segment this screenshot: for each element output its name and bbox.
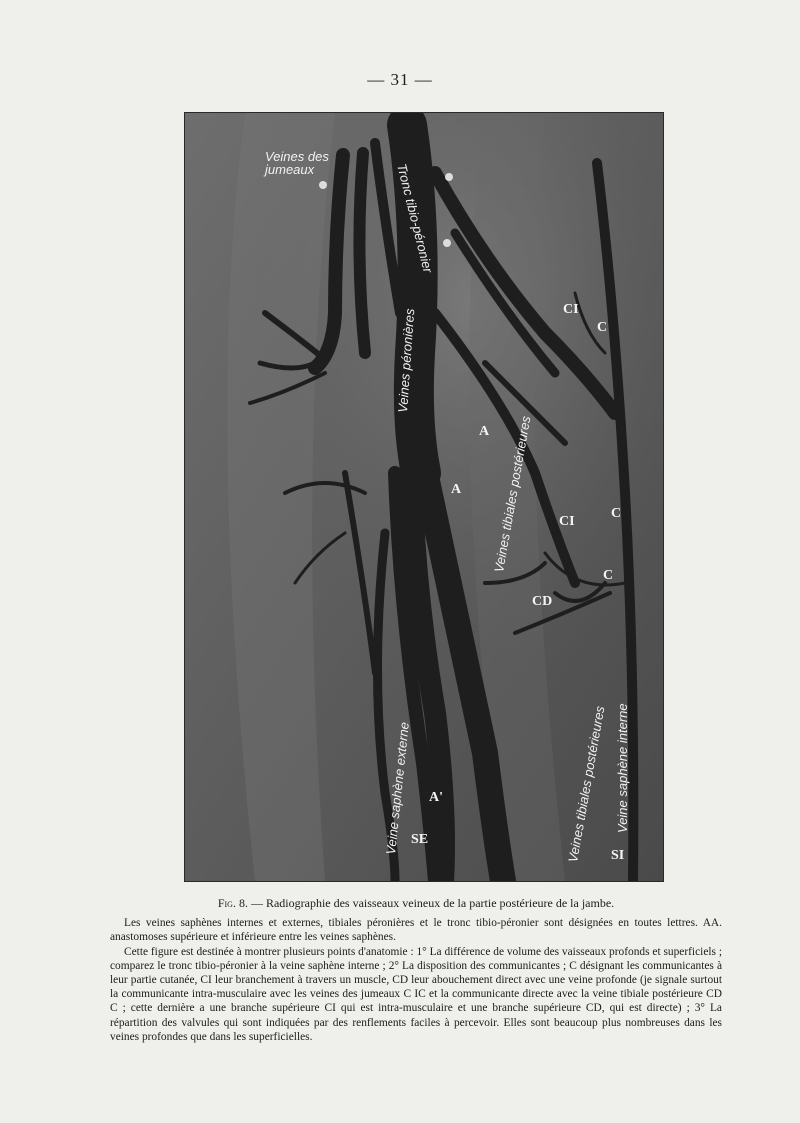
- label-tibiales-posterieures-1: Veines tibiales postérieures: [491, 414, 534, 574]
- label-c-mid: C: [611, 506, 622, 521]
- label-a-2: A: [479, 424, 490, 439]
- radiograph-image: [185, 113, 663, 881]
- label-ci-top: CI: [563, 302, 579, 317]
- label-tronc: Tronc tibio-péronier: [394, 162, 436, 275]
- label-c-low: C: [603, 568, 614, 583]
- label-ci-mid: CI: [559, 514, 575, 529]
- caption-paragraph-2: Cette figure est destinée à montrer plusieurs points d'anatomie : 1° La différence de volume des vaisseaux profonds et superficiels ; comparez le tronc tibio-péronier à la veine saphène interne ; 2° La disposition des communicantes ; C désignant les communicantes à leur partie cutanée, CI leur branchement à travers un muscle, CD leur abouchement direct avec une veine profonde (je signale surtout la communicante intra-musculaire avec les veines des jumeaux C IC et la communicante directe avec la veine tibiale postérieure CD C ; cette dernière a une branche supérieure CI qui est intra-musculaire et une branche supérieure CD, qui est directe) ; 3° La répartition des valvules qui sont indiquées par des renflements faciles à percevoir. Elles sont beaucoup plus nombreuses dans les veines profondes que dans les superficielles.: [110, 945, 722, 1043]
- label-c-top: C: [597, 320, 608, 335]
- label-a-1: A: [451, 482, 462, 497]
- label-saphene-interne: Veine saphène interne: [615, 703, 630, 833]
- label-veines-des-jumeaux-line: Veines des: [265, 149, 329, 164]
- label-a-prime: A': [429, 790, 443, 805]
- label-saphene-externe: Veine saphène externe: [383, 721, 412, 856]
- label-se: SE: [411, 832, 429, 847]
- label-veines-des-jumeaux-line2: jumeaux: [265, 162, 315, 177]
- caption-title: [110, 896, 722, 910]
- caption-fig-label: Fig. 8.: [217, 896, 248, 910]
- figure-caption: [110, 896, 722, 1044]
- label-cd: CD: [532, 594, 553, 609]
- caption-title-text: — Radiographie des vaisseaux veineux de la partie postérieure de la jambe.: [250, 896, 615, 910]
- label-tibiales-posterieures-2: Veines tibiales postérieures: [565, 704, 608, 864]
- caption-paragraph-1: Les veines saphènes internes et externes, tibiales péronières et le tronc tibio-péronier sont désignées en toutes lettres. AA. anastomoses supérieure et inférieure entre les veines saphènes.: [110, 917, 722, 944]
- label-si: SI: [611, 848, 625, 863]
- label-veines-peronieres: Veines péronières: [395, 308, 418, 414]
- page-number: — 31 —: [367, 70, 433, 89]
- radiograph-figure: [184, 112, 664, 882]
